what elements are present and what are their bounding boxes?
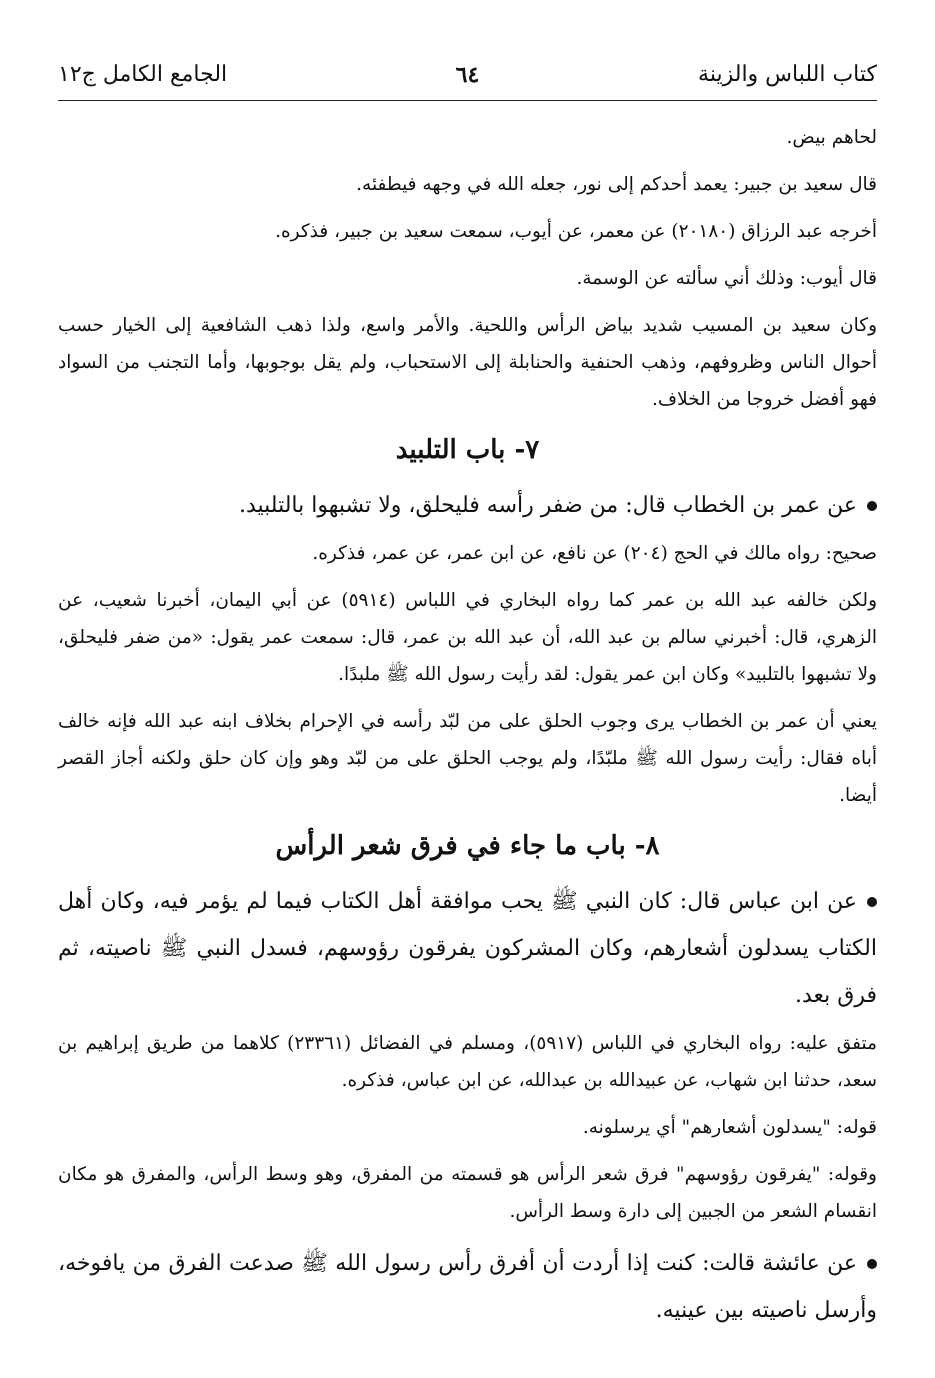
paragraph: يعني أن عمر بن الخطاب يرى وجوب الحلق على من لبّد رأسه في الإحرام بخلاف ابنه عبد الله فإنه خالف أباه فقال: رأيت رسول الله ﷺ ملبّدًا، ولم يوجب الحلق على من لبّد وهو وإن كان حلق ولكنه أجاز القصر أيضا. bbox=[58, 711, 877, 806]
hadith-body: عن عمر بن الخطاب قال: من ضفر رأسه فليحلق، ولا تشبهوا بالتلبيد. bbox=[238, 493, 857, 518]
section-heading: ٧- باب التلبيد bbox=[395, 435, 540, 465]
hadith-body: عن ابن عباس قال: كان النبي ﷺ يحب موافقة أهل الكتاب فيما لم يؤمر فيه، وكان أهل الكتاب يسدلون أشعارهم، وكان المشركون يفرقون رؤوسهم، فسدل النبي ﷺ ناصيته، ثم فرق بعد. bbox=[58, 889, 877, 1008]
paragraph: قال أيوب: وذلك أني سألته عن الوسمة. bbox=[576, 268, 877, 289]
hadith-text bbox=[58, 878, 877, 1019]
takhrij-note: متفق عليه: رواه البخاري في اللباس (٥٩١٧)، ومسلم في الفضائل (٢٣٣٦١) كلاهما من طريق إبراهيم بن سعد، حدثنا ابن شهاب، عن عبيدالله بن عبدالله، عن ابن عباس، فذكره. bbox=[58, 1033, 877, 1091]
chapter-title: كتاب اللباس والزينة bbox=[698, 62, 877, 87]
book-title: الجامع الكامل ج١٢ bbox=[58, 62, 228, 87]
hadith-text bbox=[58, 1240, 877, 1334]
paragraph: وكان سعيد بن المسيب شديد بياض الرأس واللحية. والأمر واسع، ولذا ذهب الشافعية إلى الخيار حسب أحوال الناس وظروفهم، وذهب الحنفية والحنابلة إلى الاستحباب، ولم يقل بوجوبها، وأما التجنب من السواد فهو أفضل خروجا من الخلاف. bbox=[58, 315, 877, 410]
page-number: ٦٤ bbox=[455, 62, 480, 88]
bullet-icon bbox=[867, 501, 877, 511]
paragraph: لحاهم بيض. bbox=[786, 127, 877, 148]
running-header bbox=[58, 62, 877, 101]
section-heading: ٨- باب ما جاء في فرق شعر الرأس bbox=[275, 831, 660, 861]
paragraph: وقوله: "يفرقون رؤوسهم" فرق شعر الرأس هو قسمته من المفرق، وهو وسط الرأس، والمفرق هو مكان انقسام الشعر من الجبين إلى دارة وسط الرأس. bbox=[58, 1164, 877, 1222]
bullet-icon bbox=[867, 1259, 877, 1269]
paragraph: ولكن خالفه عبد الله بن عمر كما رواه البخاري في اللباس (٥٩١٤) عن أبي اليمان، أخبرنا شعيب، عن الزهري، قال: أخبرني سالم بن عبد الله، أن عبد الله بن عمر، قال: سمعت عمر يقول: «من ضفر فليحلق، ولا تشبهوا بالتلبيد» وكان ابن عمر يقول: لقد رأيت رسول الله ﷺ ملبدًا. bbox=[58, 590, 877, 685]
hadith-text bbox=[58, 482, 877, 529]
paragraph: أخرجه عبد الرزاق (٢٠١٨٠) عن معمر، عن أيوب، سمعت سعيد بن جبير، فذكره. bbox=[275, 221, 877, 242]
takhrij-note: صحيح: رواه مالك في الحج (٢٠٤) عن نافع، عن ابن عمر، عن عمر، فذكره. bbox=[312, 543, 877, 564]
page-body bbox=[58, 119, 877, 1334]
paragraph: قال سعيد بن جبير: يعمد أحدكم إلى نور، جعله الله في وجهه فيطفئه. bbox=[356, 174, 877, 195]
paragraph: قوله: "يسدلون أشعارهم" أي يرسلونه. bbox=[582, 1117, 877, 1138]
bullet-icon bbox=[867, 897, 877, 907]
hadith-body: عن عائشة قالت: كنت إذا أردت أن أفرق رأس رسول الله ﷺ صدعت الفرق من يافوخه، وأرسل ناصيته بين عينيه. bbox=[58, 1251, 877, 1323]
